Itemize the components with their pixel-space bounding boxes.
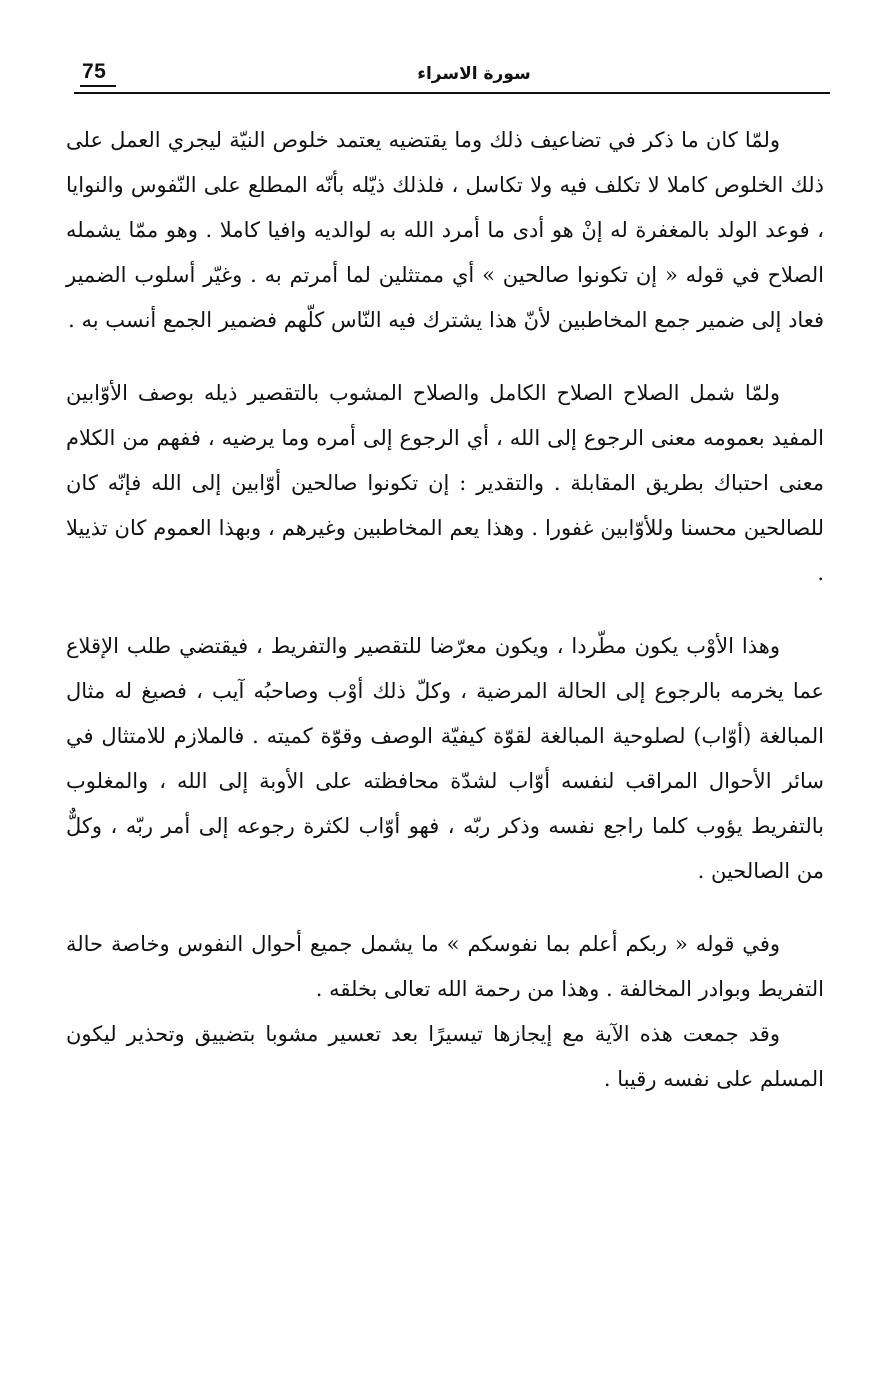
paragraph-3: وهذا الأوْب يكون مطّردا ، ويكون معرّضا للتقصير والتفريط ، فيقتضي طلب الإقلاع عما يخرمه بالرجوع إلى الحالة المرضية ، وكلّ ذلك أوْب وصاحبُه آيب ، فصيغ له مثال المبالغة (أوّاب) لصلوحية المبالغة لقوّة كيفيّة الوصف وقوّة كميته . فالملازم للامتثال في سائر الأحوال المراقب لنفسه أوّاب لشدّة محافظته على الأوبة إلى الله ، والمغلوب بالتفريط يؤوب كلما راجع نفسه وذكر ربّه ، فهو أوّاب لكثرة رجوعه إلى أمر ربّه ، وكلٌّ من الصالحين . [66,634,824,883]
page-number: 75 [82,60,107,83]
page-number-underline [80,85,116,87]
paragraph-1: ولمّا كان ما ذكر في تضاعيف ذلك وما يقتضيه يعتمد خلوص النيّة ليجري العمل على ذلك الخلوص كاملا لا تكلف فيه ولا تكاسل ، فلذلك ذيّله بأنّه المطلع على النّفوس والنوايا ، فوعد الولد بالمغفرة له إنْ هو أدى ما أمرد الله به لوالديه وافيا كاملا . وهو ممّا يشمله الصلاح في قوله « إن تكونوا صالحين » أي ممتثلين لما أمرتم به . وغيّر أسلوب الضمير فعاد إلى ضمير جمع المخاطبين لأنّ هذا يشترك فيه النّاس كلّهم فضمير الجمع أنسب به . [66,128,824,332]
paragraph-5: وقد جمعت هذه الآية مع إيجازها تيسيرًا بعد تعسير مشوبا بتضييق وتحذير ليكون المسلم على نفسه رقيبا . [66,1022,824,1091]
header-divider [74,92,830,94]
body-text [66,118,824,1102]
paragraph-4: وفي قوله « ربكم أعلم بما نفوسكم » ما يشمل جميع أحوال النفوس وخاصة حالة التفريط وبوادر المخالفة . وهذا من رحمة الله تعالى بخلقه . [66,932,824,1001]
running-title: سورة الاسراء [417,64,531,84]
page-header [74,58,830,98]
paragraph-2: ولمّا شمل الصلاح الصلاح الكامل والصلاح المشوب بالتقصير ذيله بوصف الأوّابين المفيد بعمومه معنى الرجوع إلى الله ، أي الرجوع إلى أمره وما يرضيه ، ففهم من الكلام معنى احتباك بطريق المقابلة . والتقدير : إن تكونوا صالحين أوّابين إلى الله فإنّه كان للصالحين محسنا وللأوّابين غفورا . وهذا يعم المخاطبين وغيرهم ، وبهذا العموم كان تذييلا . [66,381,824,585]
